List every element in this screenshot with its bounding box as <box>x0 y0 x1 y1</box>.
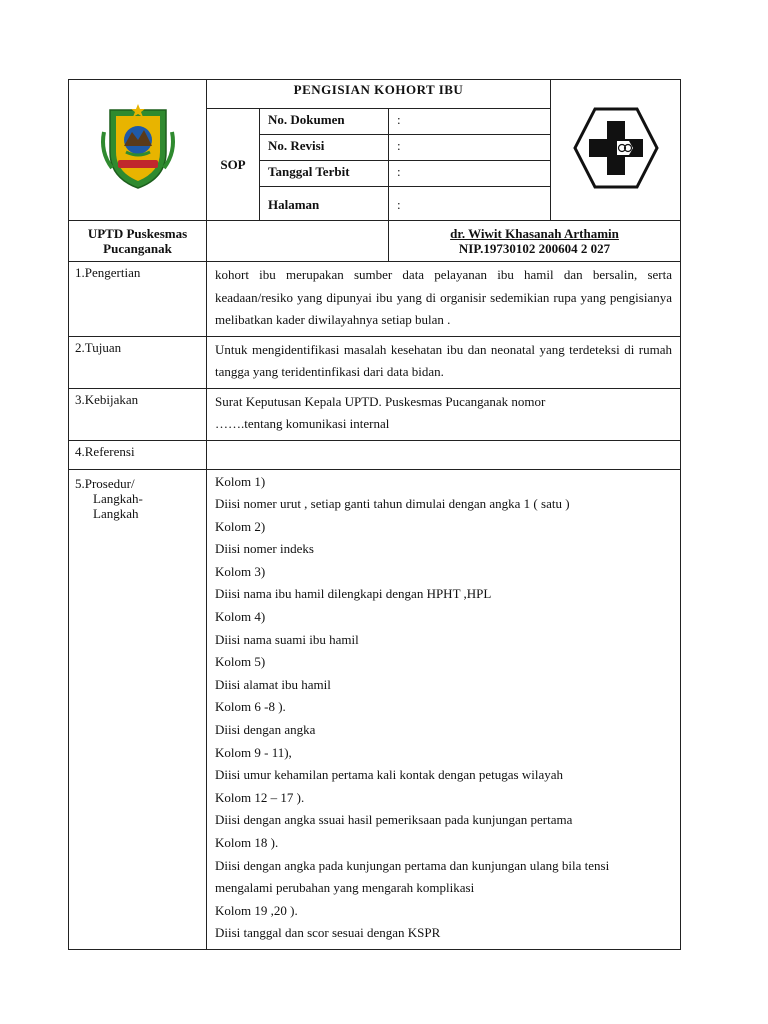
organization-line-1: UPTD Puskesmas <box>87 226 188 241</box>
blank-signature-area <box>207 221 389 262</box>
right-logo-cell <box>551 80 681 221</box>
organization-name <box>69 221 207 262</box>
procedure-line: Diisi nama suami ibu hamil <box>215 631 359 647</box>
prosedur-label-line-3: Langkah <box>93 505 139 521</box>
procedure-line: Kolom 12 – 17 ). <box>215 789 305 805</box>
prosedur-label-line-2: Langkah- <box>93 490 143 506</box>
meta-label-no-dokumen: No. Dokumen <box>260 109 389 135</box>
signer-name: dr. Wiwit Khasanah Arthamin <box>450 226 619 241</box>
section-label-pengertian: 1.Pengertian <box>69 262 207 337</box>
kebijakan-line-2: …….tentang komunikasi internal <box>215 416 390 431</box>
meta-value-no-revisi: : <box>389 135 551 161</box>
section-text-prosedur <box>207 469 681 949</box>
procedure-line: Kolom 3) <box>215 563 266 579</box>
section-text-kebijakan <box>207 388 681 440</box>
procedure-line: Kolom 19 ,20 ). <box>215 902 298 918</box>
organization-line-2: Pucanganak <box>103 241 172 256</box>
procedure-line: Kolom 4) <box>215 609 266 625</box>
puskesmas-cross-icon <box>573 105 659 191</box>
meta-label-tanggal-terbit: Tanggal Terbit <box>260 161 389 187</box>
procedure-line: Kolom 18 ). <box>215 835 279 850</box>
meta-value-tanggal-terbit: : <box>389 161 551 187</box>
sop-label: SOP <box>207 109 260 221</box>
procedure-line: Diisi dengan angka <box>215 722 316 738</box>
procedure-line: Diisi nama ibu hamil dilengkapi dengan HPHT ,HPL <box>215 586 492 602</box>
regency-emblem-icon <box>92 102 184 194</box>
procedure-line: Diisi nomer urut , setiap ganti tahun dimulai dengan angka 1 ( satu ) <box>215 496 570 512</box>
section-text-referensi <box>207 440 681 469</box>
procedure-line: Diisi alamat ibu hamil <box>215 676 331 692</box>
procedure-line: Kolom 1) <box>215 473 266 489</box>
section-text-pengertian: kohort ibu merupakan sumber data pelayanan ibu hamil dan bersalin, serta keadaan/resiko yang dipunyai ibu yang di organisir sedemikian rupa yang pengisianya melibatkan kader diwilayahnya setiap bulan . <box>207 262 681 337</box>
procedure-line: Diisi nomer indeks <box>215 541 314 557</box>
meta-label-halaman: Halaman <box>260 187 389 221</box>
section-label-tujuan: 2.Tujuan <box>69 336 207 388</box>
signature-block <box>389 221 681 262</box>
kebijakan-line-1: Surat Keputusan Kepala UPTD. Puskesmas Pucanganak nomor <box>215 393 546 409</box>
section-text-tujuan: Untuk mengidentifikasi masalah kesehatan ibu dan neonatal yang terdeteksi di rumah tangga yang teridentinfikasi dari data bidan. <box>207 336 681 388</box>
procedure-line: Diisi tanggal dan scor sesuai dengan KSPR <box>215 925 441 941</box>
procedure-line: Diisi dengan angka ssuai hasil pemeriksaan pada kunjungan pertama <box>215 812 573 828</box>
procedure-line: Diisi dengan angka pada kunjungan pertama dan kunjungan ulang bila tensi <box>215 857 610 873</box>
procedure-line: Diisi umur kehamilan pertama kali kontak dengan petugas wilayah <box>215 767 564 783</box>
section-label-kebijakan: 3.Kebijakan <box>69 388 207 440</box>
procedure-line: mengalami perubahan yang mengarah komplikasi <box>215 880 475 896</box>
meta-value-no-dokumen: : <box>389 109 551 135</box>
prosedur-label-line-1: 5.Prosedur/ <box>75 475 135 491</box>
procedure-line: Kolom 6 -8 ). <box>215 699 286 715</box>
meta-label-no-revisi: No. Revisi <box>260 135 389 161</box>
document-title: PENGISIAN KOHORT IBU <box>207 80 551 109</box>
section-label-referensi: 4.Referensi <box>69 440 207 469</box>
section-label-prosedur <box>69 469 207 949</box>
signer-nip: NIP.19730102 200604 2 027 <box>458 241 611 256</box>
procedure-line: Kolom 9 - 11), <box>215 744 292 760</box>
meta-value-halaman: : <box>389 187 551 221</box>
left-logo-cell <box>69 80 207 221</box>
procedure-line: Kolom 5) <box>215 654 266 670</box>
procedure-line: Kolom 2) <box>215 518 266 534</box>
sop-table <box>68 79 681 950</box>
